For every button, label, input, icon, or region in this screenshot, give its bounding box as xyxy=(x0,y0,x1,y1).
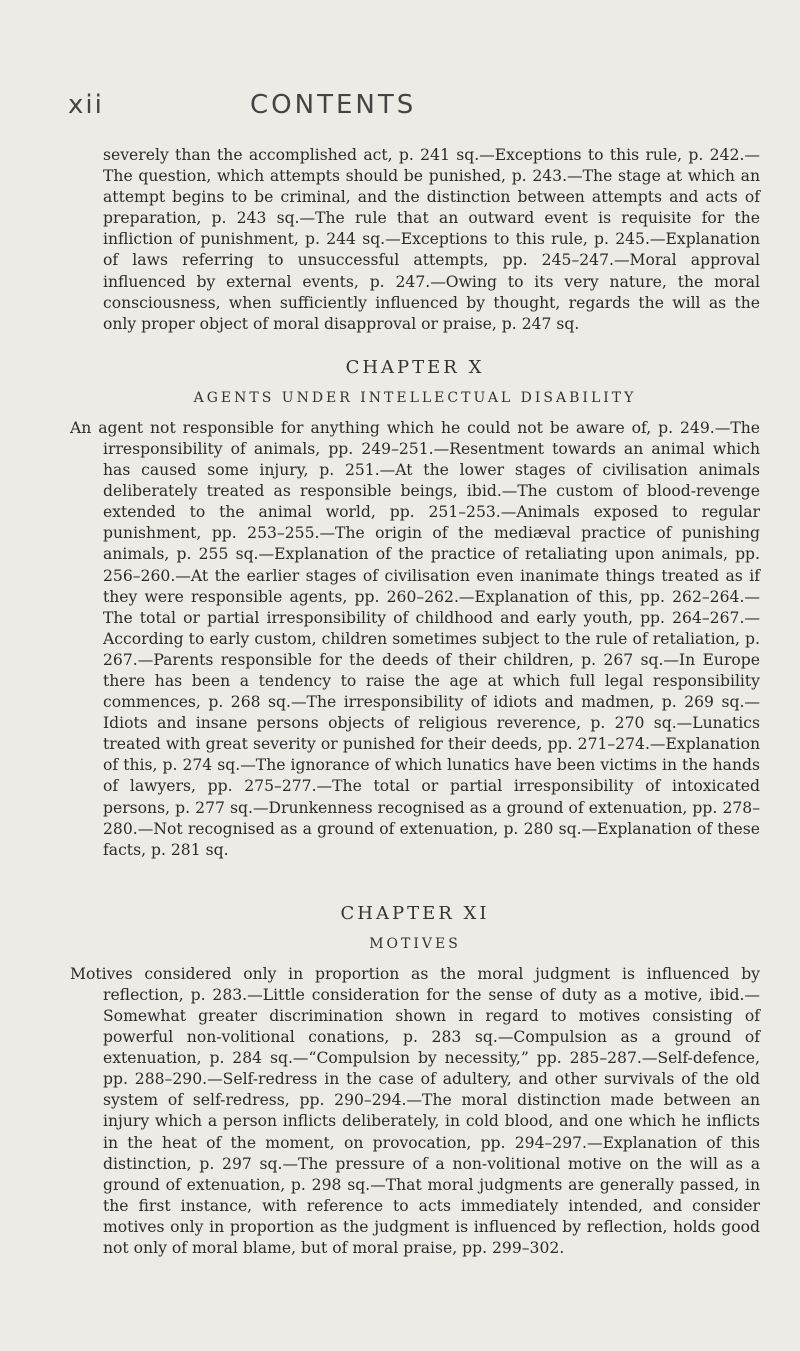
chapter-subtitle: MOTIVES xyxy=(369,935,461,952)
chapter-subtitle: AGENTS UNDER INTELLECTUAL DISABILITY xyxy=(193,389,637,406)
continued-summary-paragraph: severely than the accomplished act, p. 241 sq.—Exceptions to this rule, p. 242.—The question, which attempts should be punished, p. 243.—The stage at which an attempt begins to be criminal, and the distinction between attempts and acts of preparation, p. 243 sq.—The rule that an outward event is requisite for the infliction of punishment, p. 244 sq.—Exceptions to this rule, p. 245.—Explanation of laws referring to unsuccessful attempts, pp. 245–247.—Moral approval influenced by external events, p. 247.—Owing to its very nature, the moral consciousness, when sufficiently influenced by thought, regards the will as the only proper object of moral disapproval or praise, p. 247 sq. xyxy=(103,146,760,333)
chapter-title: CHAPTER X xyxy=(345,356,485,378)
page-header xyxy=(0,90,800,130)
chapter-summary-paragraph: An agent not responsible for anything which he could not be aware of, p. 249.—The irresponsibility of animals, pp. 249–251.—Resentment towards an animal which has caused some injury, p. 251.—At the lower stages of civilisation animals deliberately treated as responsible beings, ibid.—The custom of blood-revenge extended to the animal world, pp. 251–253.—Animals exposed to regular punishment, pp. 253–255.—The origin of the mediæval practice of punishing animals, p. 255 sq.—Explanation of the practice of retaliating upon animals, pp. 256–260.—At the earlier stages of civilisation even inanimate things treated as if they were responsible agents, pp. 260–262.—Explanation of this, pp. 262–264.—The total or partial irresponsibility of childhood and early youth, pp. 264–267.—According to early custom, children sometimes subject to the rule of retaliation, p. 267.—Parents responsible for the deeds of their children, p. 267 sq.—In Europe there has been a tendency to raise the age at which full legal responsibility commences, p. 268 sq.—The irresponsibility of idiots and madmen, p. 269 sq.—Idiots and insane persons objects of religious reverence, p. 270 sq.—Lunatics treated with great severity or punished for their deeds, pp. 271–274.—Explanation of this, p. 274 sq.—The ignorance of which lunatics have been victims in the hands of lawyers, pp. 275–277.—The total or partial irresponsibility of intoxicated persons, p. 277 sq.—Drunkenness recognised as a ground of extenuation, pp. 278–280.—Not recognised as a ground of extenuation, p. 280 sq.—Explanation of these facts, p. 281 sq. xyxy=(70,418,760,859)
chapter-section-xi xyxy=(70,903,760,1259)
chapter-summary-paragraph: Motives considered only in proportion as the moral judgment is influenced by reflection, p. 283.—Little consideration for the sense of duty as a motive, ibid.—Somewhat greater discrimination shown in regard to motives consisting of powerful non-volitional conations, p. 283 sq.—Compulsion as a ground of extenuation, p. 284 sq.—“Compulsion by necessity,” pp. 285–287.—Self-defence, pp. 288–290.—Self-redress in the case of adultery, and other survivals of the old system of self-redress, pp. 290–294.—The moral distinction made between an injury which a person inflicts deliberately, in cold blood, and one which he inflicts in the heat of the moment, on provocation, pp. 294–297.—Explanation of this distinction, p. 297 sq.—The pressure of a non-volitional motive on the will as a ground of extenuation, p. 298 sq.—That moral judgments are generally passed, in the first instance, with reference to acts immediately intended, and consider motives only in proportion as the judgment is influenced by reflection, holds good not only of moral blame, but of moral praise, pp. 299–302. xyxy=(70,964,760,1258)
page-number: xii xyxy=(68,90,104,120)
page-body xyxy=(70,145,760,1259)
chapter-title: CHAPTER XI xyxy=(340,902,490,924)
running-head: CONTENTS xyxy=(250,90,417,120)
chapter-section-x xyxy=(70,357,760,861)
